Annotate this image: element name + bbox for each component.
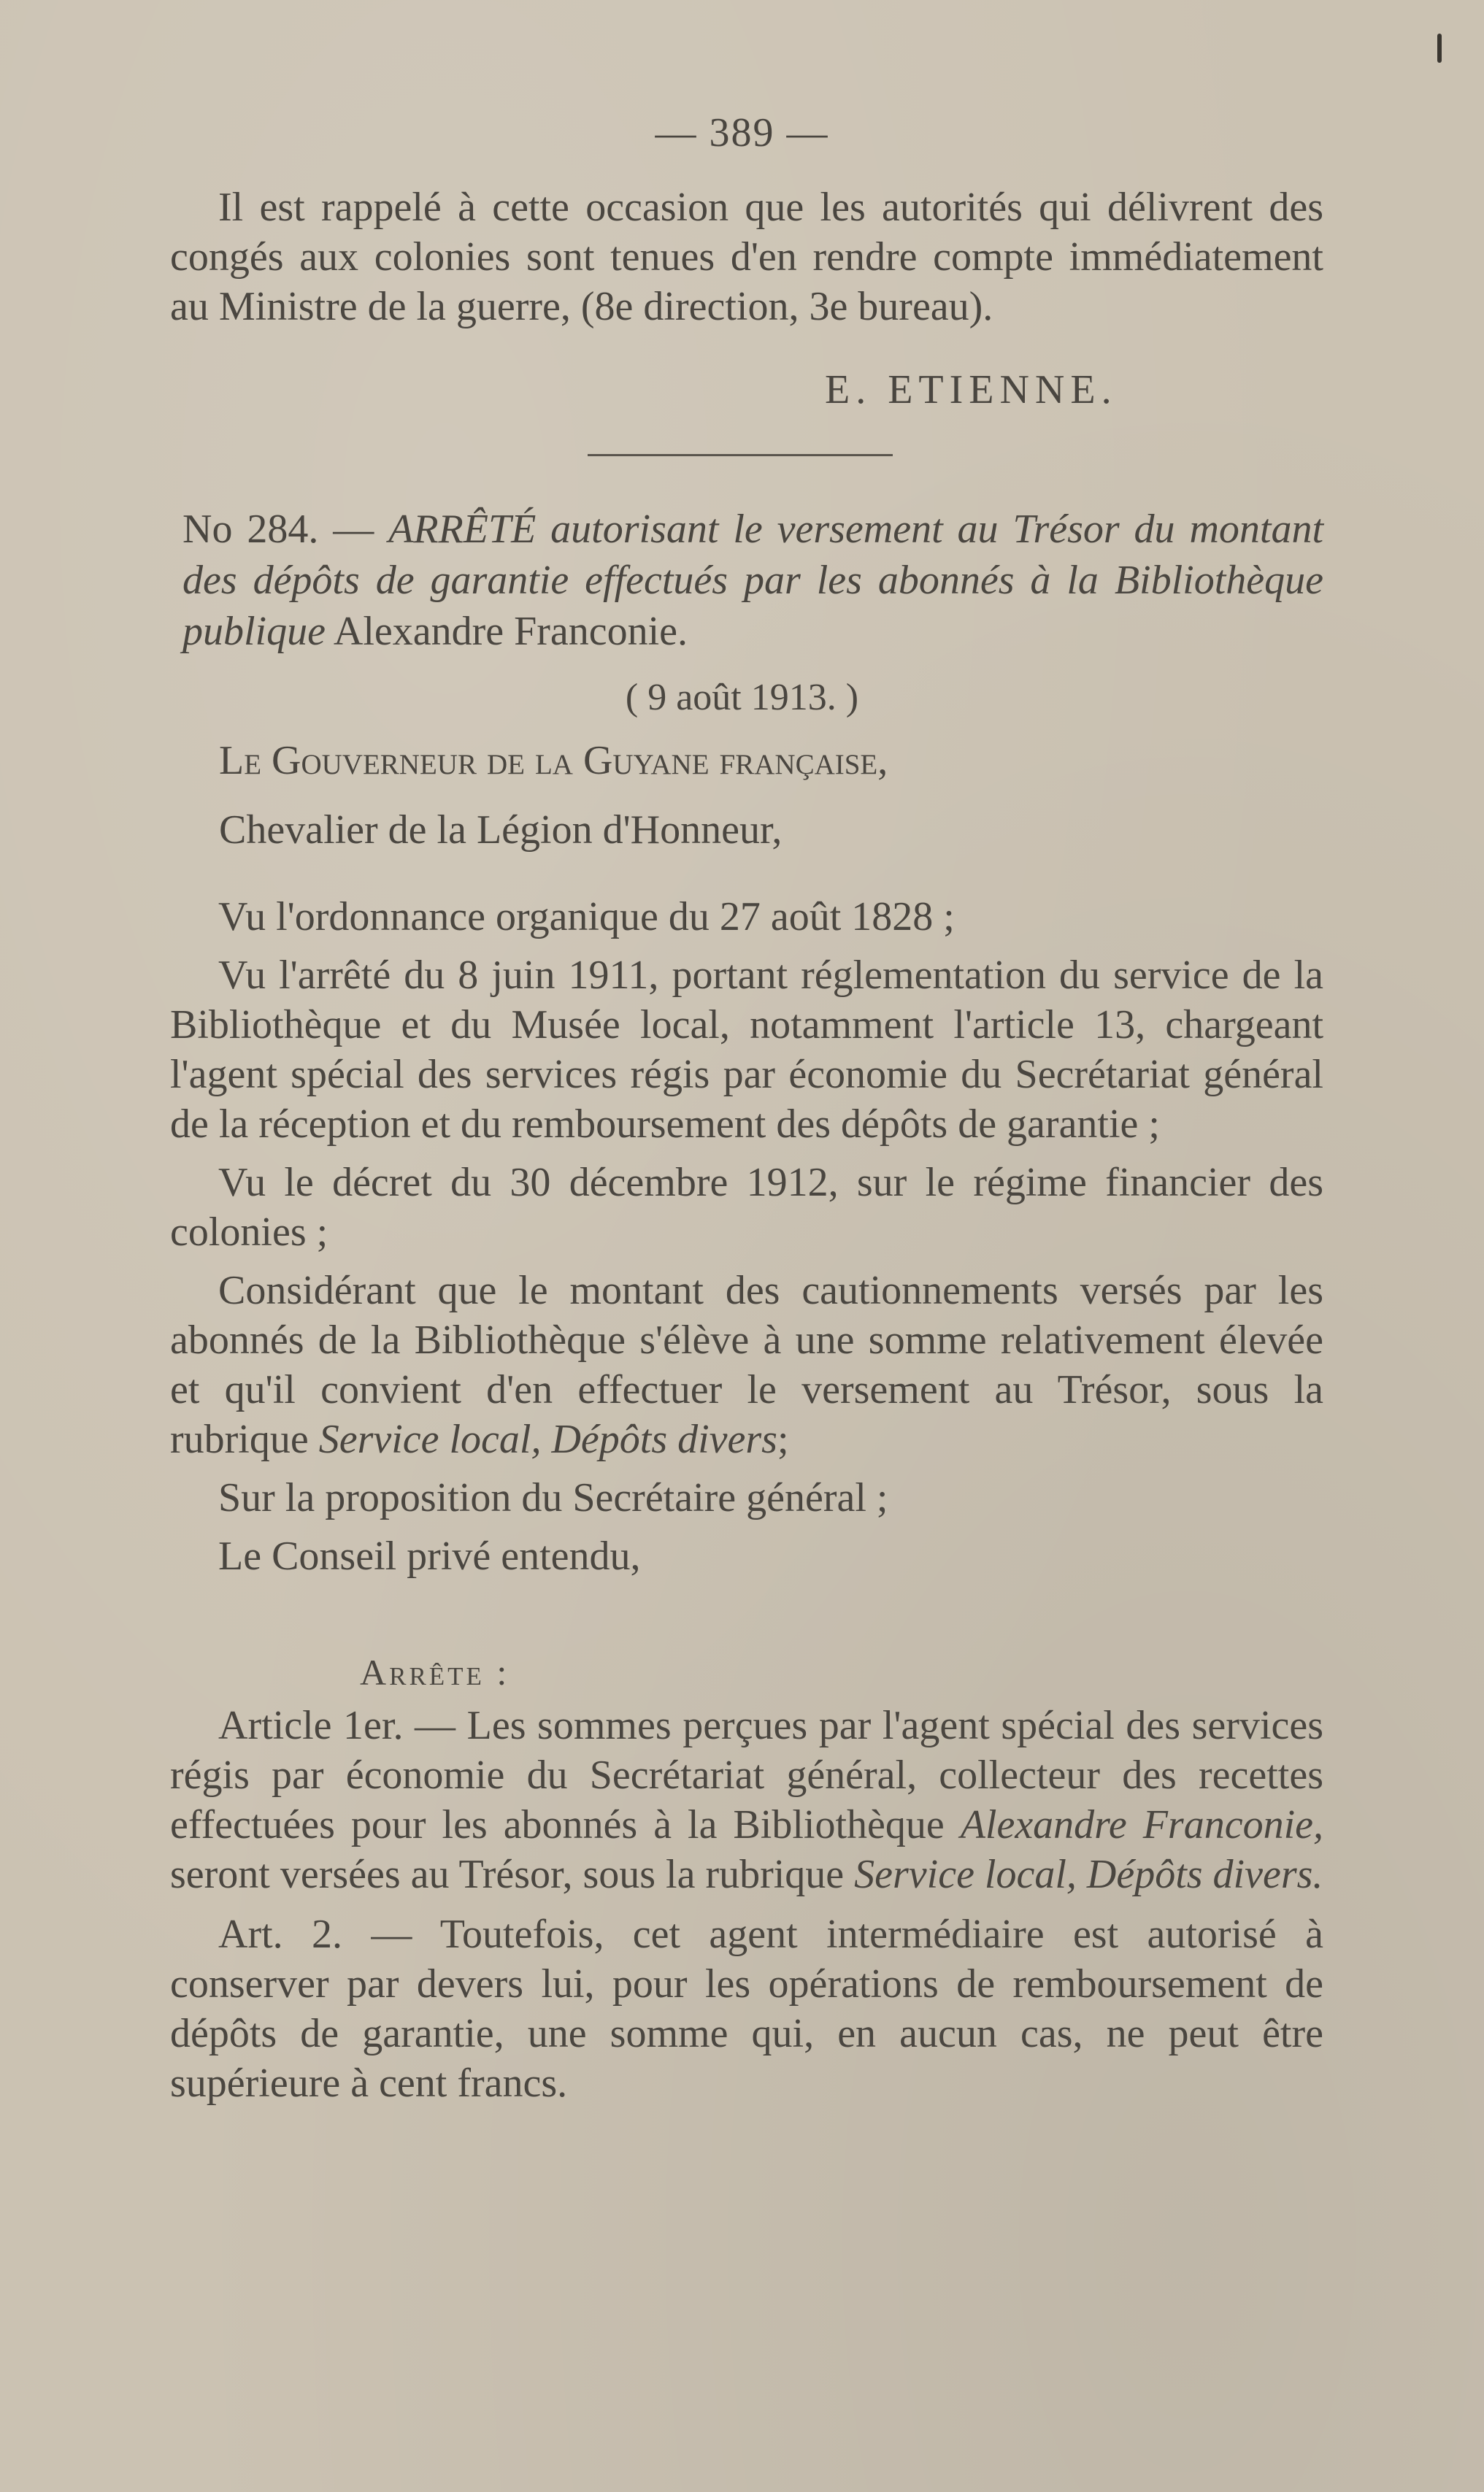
vu-arrete: Vu l'arrêté du 8 juin 1911, portant réglementation du service de la Bibliothèque et du Musée local, notamment l'article 13, chargeant l'agent spécial des services régis par économie du Secrétariat général de la réception et du remboursement des dépôts de garantie ; — [170, 953, 1323, 1147]
considerant-end: ; — [777, 1417, 789, 1462]
proposition-line: Sur la proposition du Secrétaire général ; — [218, 1475, 888, 1520]
article-2 — [170, 1910, 1323, 2108]
article-1 — [170, 1701, 1323, 1899]
vu-decret: Vu le décret du 30 décembre 1912, sur le régime financier des colonies ; — [170, 1160, 1323, 1255]
considerants-block — [170, 892, 1323, 1590]
decree-title — [182, 504, 1323, 657]
decree-number: No 284. — — [182, 507, 374, 552]
governor-line: Le Gouverneur de la Guyane française, — [219, 738, 888, 783]
chevalier-line: Chevalier de la Légion d'Honneur, — [219, 807, 783, 853]
articles-block — [170, 1701, 1323, 2118]
intro-paragraph: Il est rappelé à cette occasion que les autorités qui délivrent des congés aux colonies sont tenues d'en rendre compte immédiatement au Ministre de la guerre, (8e direction, 3e bureau). — [170, 185, 1323, 329]
article-1-label: Article 1er. — — [218, 1703, 456, 1748]
page-edge-mark — [1437, 34, 1442, 63]
signature: E. ETIENNE. — [825, 367, 1118, 412]
article-1-name: Alexandre Franconie, — [960, 1802, 1323, 1847]
considerant-paragraph — [170, 1266, 1323, 1464]
arrete-heading: Arrête : — [360, 1652, 510, 1693]
section-separator — [588, 454, 893, 456]
page-number-header: — 389 — — [655, 110, 829, 155]
decree-title-italic: ARRÊTÉ autorisant le versement au Trésor du montant des dépôts de garantie effectués par les abonnés à la Bibliothèque publique — [182, 507, 1323, 654]
conseil-line: Le Conseil privé entendu, — [218, 1534, 641, 1579]
article-1-rubric: Service local, Dépôts divers. — [854, 1852, 1323, 1897]
article-1-text: Les sommes perçues par l'agent spécial des services régis par économie du Secrétariat général, collecteur des recettes effectuées pour les abonnés à la Bibliothèque — [170, 1703, 1323, 1847]
vu-ordonnance: Vu l'ordonnance organique du 27 août 1828 ; — [218, 894, 955, 939]
article-1-text-2: seront versées au Trésor, sous la rubrique — [170, 1852, 845, 1897]
decree-date: ( 9 août 1913. ) — [625, 677, 859, 718]
decree-title-roman: Alexandre Franconie. — [333, 609, 688, 654]
considerant-text: Considérant que le montant des cautionnements versés par les abonnés de la Bibliothèque s'élève à une somme relativement élevée et qu'il convient d'en effectuer le versement au Trésor, sous la rubrique — [170, 1268, 1323, 1462]
considerant-rubric: Service local, Dépôts divers — [318, 1417, 777, 1462]
article-2-label: Art. 2. — — [218, 1912, 412, 1957]
intro-paragraph-block — [170, 182, 1323, 331]
article-2-text: Toutefois, cet agent intermédiaire est autorisé à conserver par devers lui, pour les opérations de remboursement de dépôts de garantie, une somme qui, en aucun cas, ne peut être supérieure à cent francs. — [170, 1912, 1323, 2106]
